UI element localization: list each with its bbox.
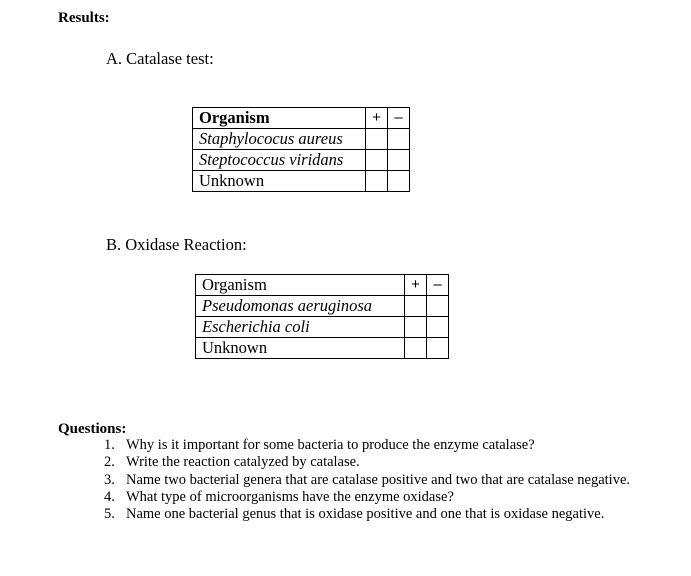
organism-header: Organism: [196, 275, 405, 296]
positive-header: +: [366, 108, 388, 129]
question-text: Name one bacterial genus that is oxidase positive and one that is oxidase negative.: [126, 506, 605, 523]
list-item: [104, 437, 644, 454]
results-heading: Results:: [58, 10, 110, 26]
list-item: [104, 454, 644, 471]
question-number: 1.: [104, 437, 115, 453]
question-number: 2.: [104, 454, 115, 471]
question-text: What type of microorganisms have the enzyme oxidase?: [126, 488, 454, 505]
table-row: [193, 150, 410, 171]
negative-cell: [427, 338, 449, 359]
organism-cell: Unknown: [196, 338, 405, 359]
question-text: Name two bacterial genera that are catalase positive and two that are catalase negative.: [126, 471, 631, 488]
list-item: [104, 506, 644, 523]
organism-cell: Staphylococus aureus: [193, 129, 366, 150]
positive-header: +: [405, 275, 427, 296]
organism-cell: Steptococcus viridans: [193, 150, 366, 171]
negative-cell: [388, 150, 410, 171]
table-header-row: [193, 108, 410, 129]
negative-cell: [388, 129, 410, 150]
organism-cell: Escherichia coli: [196, 317, 405, 338]
positive-cell: [366, 150, 388, 171]
positive-cell: [366, 171, 388, 192]
positive-cell: [405, 317, 427, 338]
table-row: [196, 338, 449, 359]
organism-cell: Unknown: [193, 171, 366, 192]
organism-cell: Pseudomonas aeruginosa: [196, 296, 405, 317]
positive-cell: [405, 338, 427, 359]
negative-header: –: [388, 108, 410, 129]
catalase-test-title: A. Catalase test:: [106, 49, 214, 68]
questions-heading: Questions:: [58, 421, 127, 437]
list-item: [104, 489, 644, 506]
table-row: [196, 317, 449, 338]
question-text: Why is it important for some bacteria to produce the enzyme catalase?: [126, 437, 535, 453]
question-list: [104, 437, 644, 523]
question-text: Write the reaction catalyzed by catalase.: [126, 454, 360, 471]
negative-header: –: [427, 275, 449, 296]
table-header-row: [196, 275, 449, 296]
negative-cell: [427, 317, 449, 338]
question-number: 3.: [104, 471, 115, 488]
table-row: [196, 296, 449, 317]
positive-cell: [366, 129, 388, 150]
question-number: 5.: [104, 506, 115, 523]
catalase-table: [192, 107, 410, 192]
negative-cell: [427, 296, 449, 317]
negative-cell: [388, 171, 410, 192]
positive-cell: [405, 296, 427, 317]
oxidase-reaction-title: B. Oxidase Reaction:: [106, 235, 247, 254]
table-row: [193, 171, 410, 192]
list-item: [104, 472, 644, 489]
oxidase-table: [195, 274, 449, 359]
organism-header: Organism: [193, 108, 366, 129]
question-number: 4.: [104, 488, 115, 505]
table-row: [193, 129, 410, 150]
